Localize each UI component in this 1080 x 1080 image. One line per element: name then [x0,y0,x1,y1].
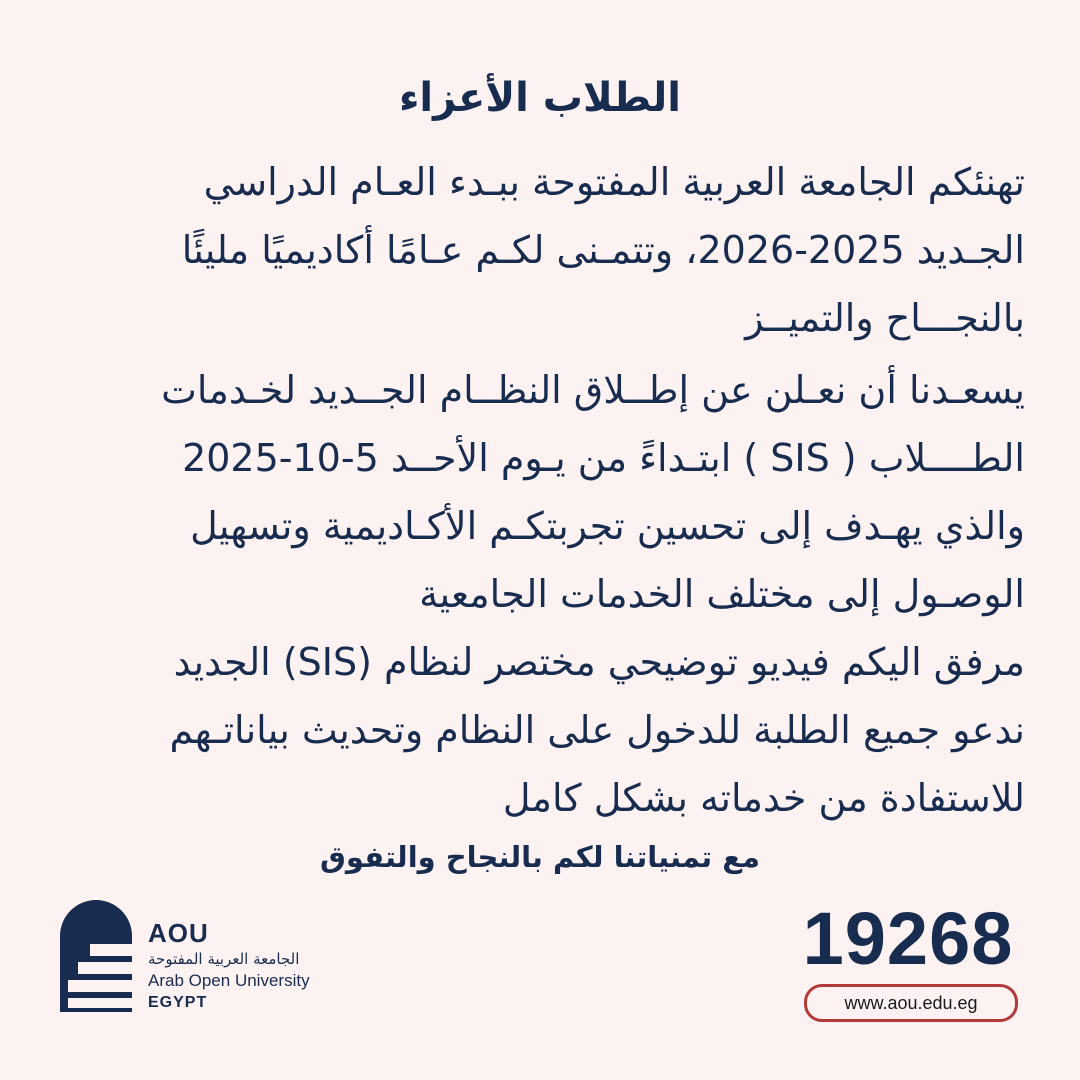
logo-country: EGYPT [148,994,208,1011]
greeting-line-1: تهنئكم الجامعة العربية المفتوحة ببـدء العـام الدراسي [203,160,1025,204]
logo-arabic-name: الجامعة العربية المفتوحة [148,950,300,968]
greeting-line-2: الجـديد 2025-2026، وتتمـنى لكـم عـامًا أكاديميًا مليئًا [181,228,1025,272]
university-logo-text [148,918,310,1014]
website-link[interactable]: www.aou.edu.eg [804,984,1018,1022]
announcement-line-2: الطــــلاب ( SIS ) ابتـداءً من يـوم الأحــد 5-10-2025 [182,436,1025,480]
logo-english-name: Arab Open University [148,971,310,990]
hotline-number: 19268 [802,897,1014,980]
page-title: الطلاب الأعزاء [398,75,682,121]
aou-arch-logo-icon [60,900,132,1012]
closing-wishes: مع تمنياتنا لكم بالنجاح والتفوق [319,840,761,874]
announcement-line-4: الوصـول إلى مختلف الخدمات الجامعية [419,572,1025,616]
announcement-line-3: والذي يهـدف إلى تحسين تجربتكـم الأكـاديمية وتسهيل [190,504,1025,548]
greeting-paragraph [50,148,1025,352]
video-line-1: مرفق اليكم فيديو توضيحي مختصر لنظام (SIS) الجديد [173,640,1025,684]
video-line-2: ندعو جميع الطلبة للدخول على النظام وتحديث بياناتـهم [169,708,1025,752]
greeting-line-3: بالنجـــاح والتميــز [745,296,1025,340]
video-line-3: للاستفادة من خدماته بشكل كامل [502,776,1025,820]
video-paragraph [50,628,1025,832]
logo-abbreviation: AOU [148,918,209,948]
announcement-paragraph [50,356,1025,628]
announcement-line-1: يسعـدنا أن نعـلن عن إطــلاق النظــام الجــديد لخـدمات [161,368,1025,412]
